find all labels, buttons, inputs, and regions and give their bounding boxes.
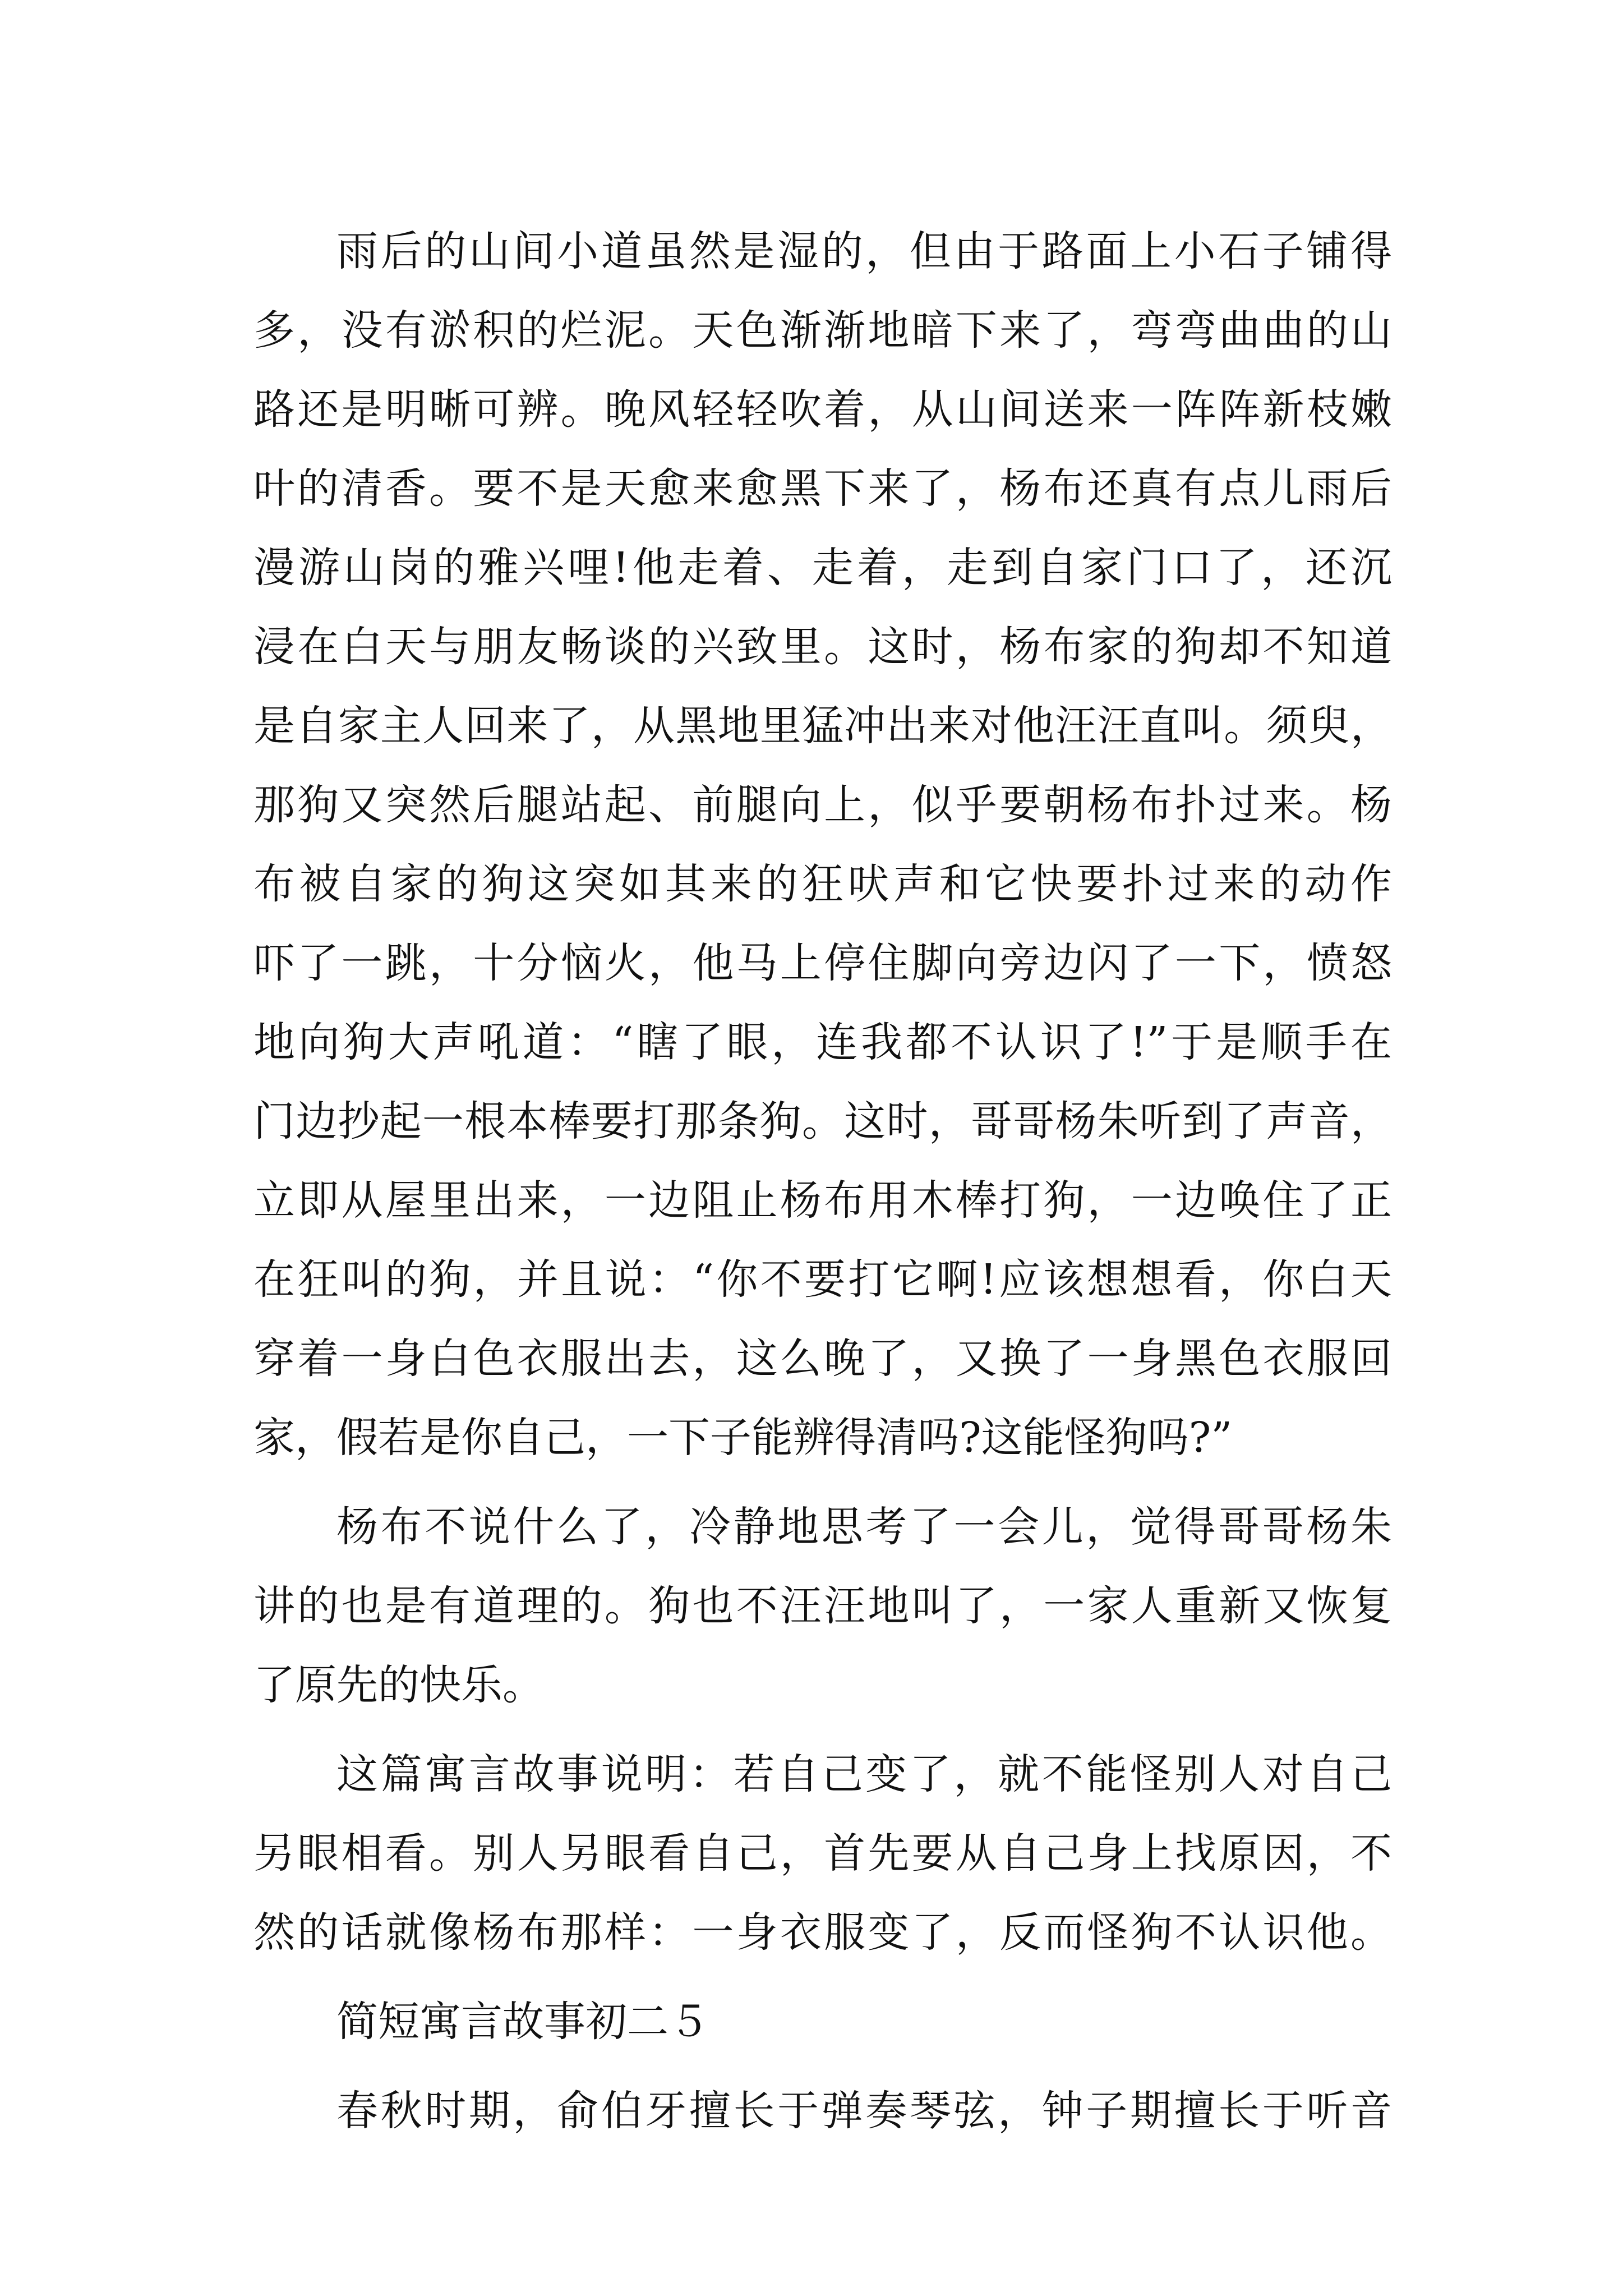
paragraph-gap (253, 2062, 1392, 2072)
text-line: 多，没有淤积的烂泥。天色渐渐地暗下来了，弯弯曲曲的山 (253, 306, 1392, 355)
text-line: 叶的清香。要不是天愈来愈黑下来了，杨布还真有点儿雨后 (253, 464, 1392, 513)
text-line: 另眼相看。别人另眼看自己，首先要从自己身上找原因，不 (253, 1829, 1392, 1878)
text-line: 这篇寓言故事说明：若自己变了，就不能怪别人对自己 (336, 1750, 1392, 1798)
text-line: 浸在白天与朋友畅谈的兴致里。这时，杨布家的狗却不知道 (253, 623, 1392, 671)
text-line: 吓了一跳，十分恼火，他马上停住脚向旁边闪了一下，愤怒 (253, 939, 1392, 987)
text-line: 讲的也是有道理的。狗也不汪汪地叫了，一家人重新又恢复 (253, 1582, 1392, 1630)
text-line: 春秋时期，俞伯牙擅长于弹奏琴弦，钟子期擅长于听音 (336, 2087, 1392, 2135)
text-line: 立即从屋里出来，一边阻止杨布用木棒打狗，一边唤住了正 (253, 1176, 1392, 1225)
paragraph-gap (253, 1478, 1392, 1488)
text-line: 那狗又突然后腿站起、前腿向上，似乎要朝杨布扑过来。杨 (253, 781, 1392, 829)
heading-line: 简短寓言故事初二５ (336, 1998, 710, 2046)
text-line: 雨后的山间小道虽然是湿的，但由于路面上小石子铺得 (336, 227, 1392, 275)
text-line: 路还是明晰可辨。晚风轻轻吹着，从山间送来一阵阵新枝嫩 (253, 385, 1392, 434)
text-line: 布被自家的狗这突如其来的狂吠声和它快要扑过来的动作 (253, 860, 1392, 908)
text-line: 然的话就像杨布那样：一身衣服变了，反而怪狗不认识他。 (253, 1908, 1392, 1957)
section-heading (253, 1982, 1392, 2062)
paragraph-gap (253, 1972, 1392, 1982)
text-line: 家，假若是你自己，一下子能辨得清吗?这能怪狗吗?” (253, 1414, 1233, 1462)
paragraph-story (253, 212, 1392, 1478)
text-line: 地向狗大声吼道：“瞎了眼，连我都不认识了!”于是顺手在 (253, 1018, 1392, 1066)
document-body (253, 212, 1392, 2151)
text-line: 杨布不说什么了，冷静地思考了一会儿，觉得哥哥杨朱 (336, 1503, 1392, 1551)
text-line: 门边抄起一根本棒要打那条狗。这时，哥哥杨朱听到了声音， (253, 1097, 1392, 1145)
text-line: 在狂叫的狗，并且说：“你不要打它啊!应该想想看，你白天 (253, 1255, 1392, 1304)
text-line: 了原先的快乐。 (253, 1661, 544, 1709)
text-line: 漫游山岗的雅兴哩!他走着、走着，走到自家门口了，还沉 (253, 544, 1392, 592)
paragraph-next-story (253, 2072, 1392, 2151)
text-line: 是自家主人回来了，从黑地里猛冲出来对他汪汪直叫。须臾， (253, 702, 1392, 750)
text-line: 穿着一身白色衣服出去，这么晚了，又换了一身黑色衣服回 (253, 1335, 1392, 1383)
paragraph-gap (253, 1725, 1392, 1735)
paragraph-moral (253, 1735, 1392, 1972)
paragraph-ending (253, 1488, 1392, 1725)
